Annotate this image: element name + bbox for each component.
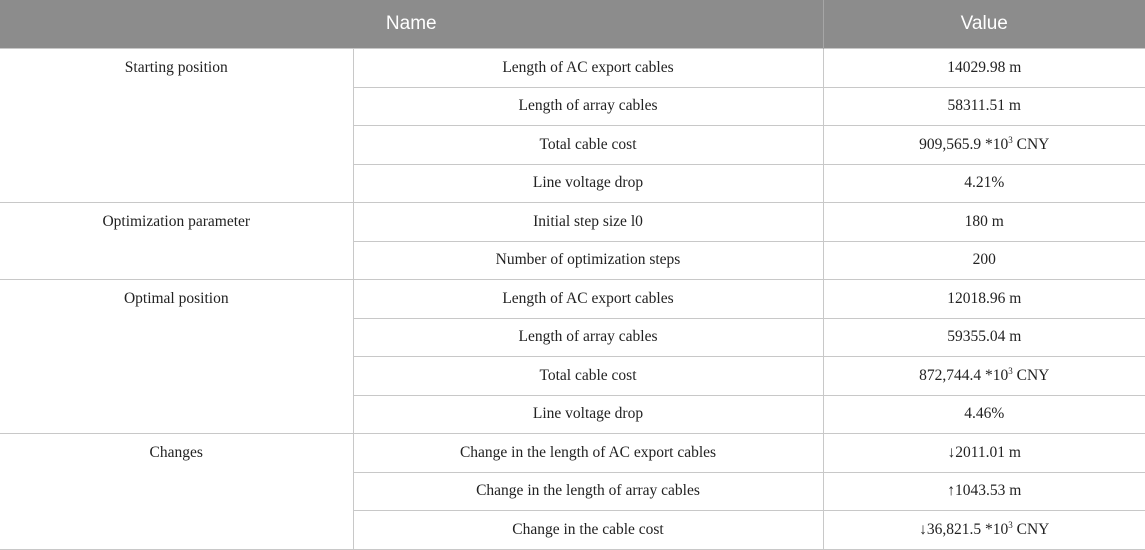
group-label: Optimization parameter bbox=[0, 203, 353, 280]
value-base: 872,744.4 *10 bbox=[919, 366, 1009, 384]
group-label: Changes bbox=[0, 434, 353, 550]
parameter-value: 180 m bbox=[823, 203, 1145, 242]
parameter-name: Initial step size l0 bbox=[353, 203, 823, 242]
value-base: ↓36,821.5 *10 bbox=[919, 520, 1009, 538]
table-row bbox=[0, 434, 1145, 473]
parameter-value bbox=[823, 126, 1145, 165]
parameter-name: Change in the cable cost bbox=[353, 511, 823, 550]
group-label: Starting position bbox=[0, 49, 353, 203]
parameter-value: 14029.98 m bbox=[823, 49, 1145, 88]
parameter-value: 4.46% bbox=[823, 395, 1145, 434]
value-unit: CNY bbox=[1012, 135, 1050, 153]
header-value: Value bbox=[823, 0, 1145, 49]
value-exponent: 3 bbox=[1008, 365, 1013, 376]
parameter-value: ↓2011.01 m bbox=[823, 434, 1145, 473]
parameter-name: Line voltage drop bbox=[353, 395, 823, 434]
table-row bbox=[0, 203, 1145, 242]
header-row bbox=[0, 0, 1145, 49]
parameter-name: Length of array cables bbox=[353, 87, 823, 126]
value-unit: CNY bbox=[1012, 520, 1050, 538]
parameter-value: 200 bbox=[823, 241, 1145, 280]
parameter-name: Length of AC export cables bbox=[353, 49, 823, 88]
parameter-value: 59355.04 m bbox=[823, 318, 1145, 357]
parameter-name: Line voltage drop bbox=[353, 164, 823, 203]
parameter-name: Length of AC export cables bbox=[353, 280, 823, 319]
parameter-value: ↑1043.53 m bbox=[823, 472, 1145, 511]
parameter-value: 4.21% bbox=[823, 164, 1145, 203]
table-body bbox=[0, 49, 1145, 550]
table-row bbox=[0, 280, 1145, 319]
parameter-name: Change in the length of AC export cables bbox=[353, 434, 823, 473]
value-unit: CNY bbox=[1012, 366, 1050, 384]
parameter-name: Change in the length of array cables bbox=[353, 472, 823, 511]
value-exponent: 3 bbox=[1008, 134, 1013, 145]
value-base: 909,565.9 *10 bbox=[919, 135, 1009, 153]
table-row bbox=[0, 49, 1145, 88]
parameter-value: 58311.51 m bbox=[823, 87, 1145, 126]
parameter-name: Total cable cost bbox=[353, 126, 823, 165]
parameter-value bbox=[823, 357, 1145, 396]
value-exponent: 3 bbox=[1008, 519, 1013, 530]
parameter-name: Number of optimization steps bbox=[353, 241, 823, 280]
group-label: Optimal position bbox=[0, 280, 353, 434]
header-name: Name bbox=[0, 0, 823, 49]
parameter-value: 12018.96 m bbox=[823, 280, 1145, 319]
parameter-value bbox=[823, 511, 1145, 550]
parameter-name: Length of array cables bbox=[353, 318, 823, 357]
parameter-name: Total cable cost bbox=[353, 357, 823, 396]
